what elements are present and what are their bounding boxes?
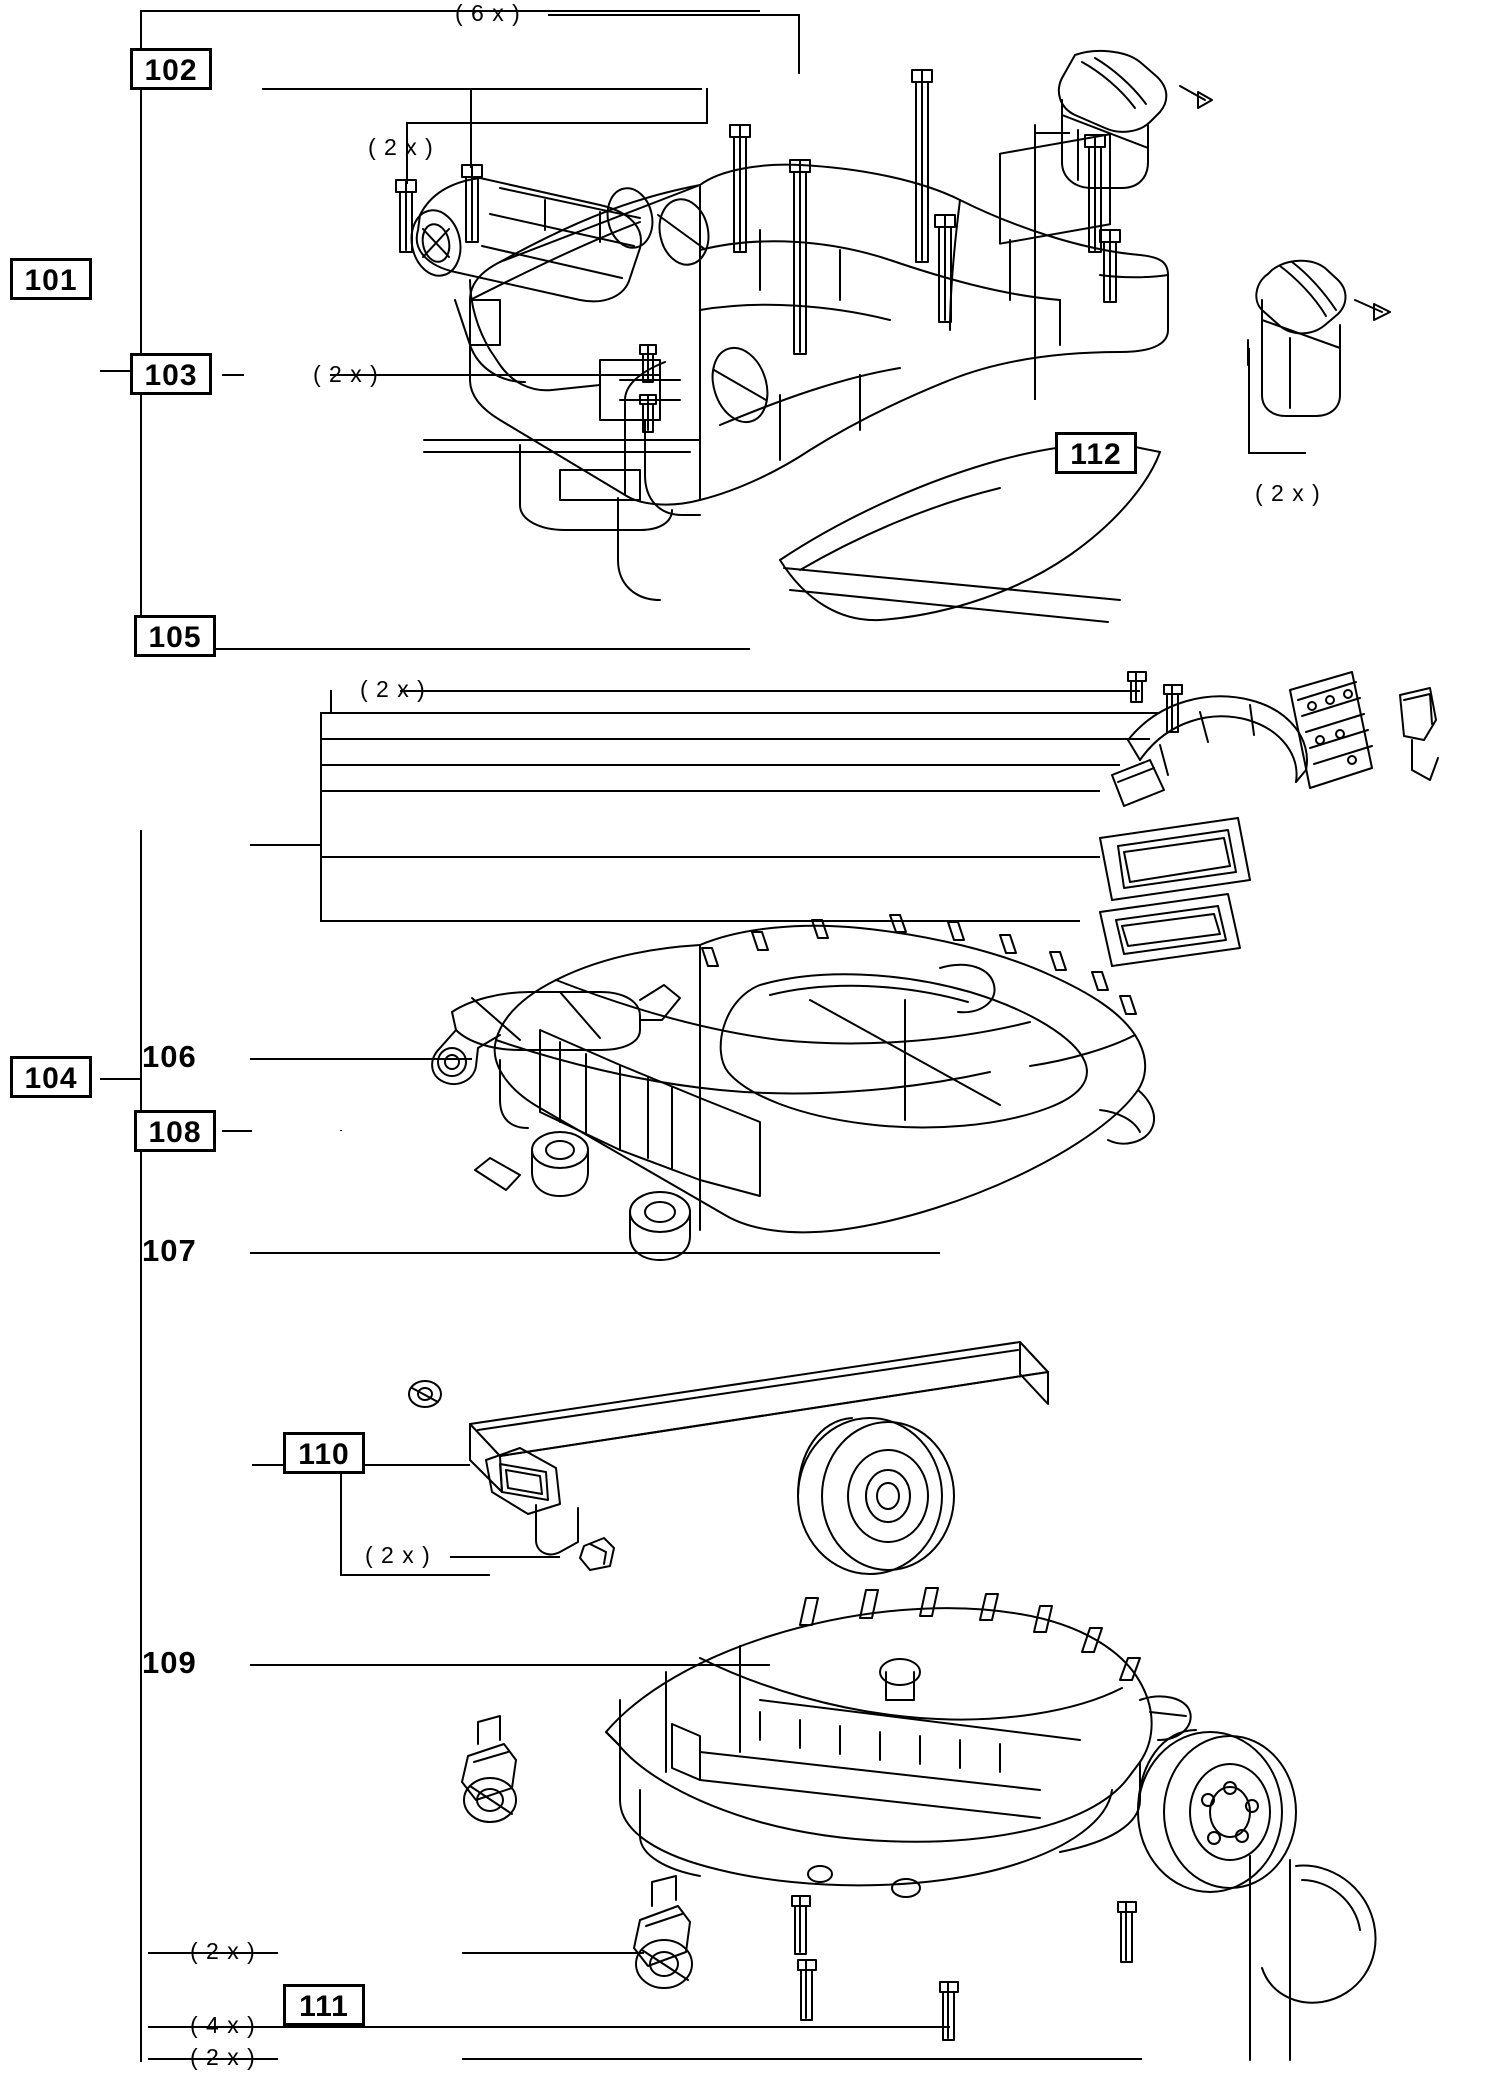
leader-105-6 bbox=[320, 920, 1080, 922]
leader-104 bbox=[100, 1078, 142, 1080]
leader-105-4 bbox=[320, 790, 1100, 792]
qty-2x-105-riser bbox=[330, 690, 332, 714]
leader-103-b bbox=[330, 374, 660, 376]
qty-2x-103: ( 2 x ) bbox=[313, 361, 379, 387]
callout-105[interactable]: 105 bbox=[134, 615, 216, 657]
bracket-104-vertical bbox=[140, 830, 142, 2062]
callout-103[interactable]: 103 bbox=[130, 353, 212, 395]
bracket-101-bottom bbox=[140, 648, 750, 650]
qty-4x-rule bbox=[148, 2026, 950, 2028]
qty-2x-105: ( 2 x ) bbox=[360, 676, 426, 702]
leader-108 bbox=[222, 1130, 252, 1132]
label-109[interactable]: 109 bbox=[142, 1645, 197, 1680]
qty-6x-rule bbox=[548, 14, 800, 16]
qty-2x-rule-102 bbox=[408, 122, 708, 124]
leader-112 bbox=[1248, 452, 1306, 454]
qty-2x-108: ( 2 x ) bbox=[365, 1542, 431, 1568]
label-106[interactable]: 106 bbox=[142, 1039, 197, 1074]
qty-6x: ( 6 x ) bbox=[455, 0, 521, 26]
leader-105-5 bbox=[320, 856, 1100, 858]
callout-111[interactable]: 111 bbox=[283, 1984, 365, 2026]
callout-110[interactable]: 110 bbox=[283, 1432, 365, 1474]
leader-110 bbox=[462, 1952, 644, 1954]
bracket-101-top bbox=[140, 10, 760, 12]
leader-105-3 bbox=[320, 764, 1120, 766]
callout-102[interactable]: 102 bbox=[130, 48, 212, 90]
callout-101[interactable]: 101 bbox=[10, 258, 92, 300]
bracket-112-top bbox=[1034, 132, 1070, 134]
bracket-108-vertical bbox=[340, 1130, 342, 1131]
bracket-112-vertical bbox=[1034, 132, 1036, 400]
qty-2x-112: ( 2 x ) bbox=[1255, 480, 1321, 506]
leader-106 bbox=[250, 1058, 472, 1060]
callout-112[interactable]: 112 bbox=[1055, 432, 1137, 474]
qty-2x-108-rule bbox=[450, 1556, 560, 1558]
leader-102 bbox=[262, 88, 702, 90]
leader-105-to-label bbox=[250, 844, 322, 846]
leader-109 bbox=[250, 1664, 770, 1666]
qty-6x-riser bbox=[798, 14, 800, 74]
bracket-101-vertical bbox=[140, 10, 142, 650]
leader-105-spine bbox=[320, 712, 322, 922]
label-107[interactable]: 107 bbox=[142, 1233, 197, 1268]
leader-103 bbox=[222, 374, 244, 376]
bracket-108-riser bbox=[340, 1464, 342, 1574]
leader-105-2 bbox=[320, 738, 1150, 740]
leader-107 bbox=[250, 1252, 940, 1254]
bracket-112-lower bbox=[1248, 348, 1250, 428]
leader-111 bbox=[462, 2058, 1142, 2060]
bracket-108-bottom bbox=[340, 1574, 490, 1576]
leader-112-riser bbox=[1248, 418, 1250, 454]
qty-2x-riser-b bbox=[706, 88, 708, 122]
leader-102-riser-b bbox=[470, 90, 472, 168]
callout-104[interactable]: 104 bbox=[10, 1056, 92, 1098]
qty-2x-motor: ( 2 x ) bbox=[368, 134, 434, 160]
leader-105-1 bbox=[320, 712, 1160, 714]
qty-2x-110: ( 2 x ) bbox=[190, 1938, 256, 1964]
qty-2x-111: ( 2 x ) bbox=[190, 2044, 256, 2070]
qty-2x-rule-105 bbox=[400, 690, 1140, 692]
callout-108[interactable]: 108 bbox=[134, 1110, 216, 1152]
qty-4x: ( 4 x ) bbox=[190, 2012, 256, 2038]
